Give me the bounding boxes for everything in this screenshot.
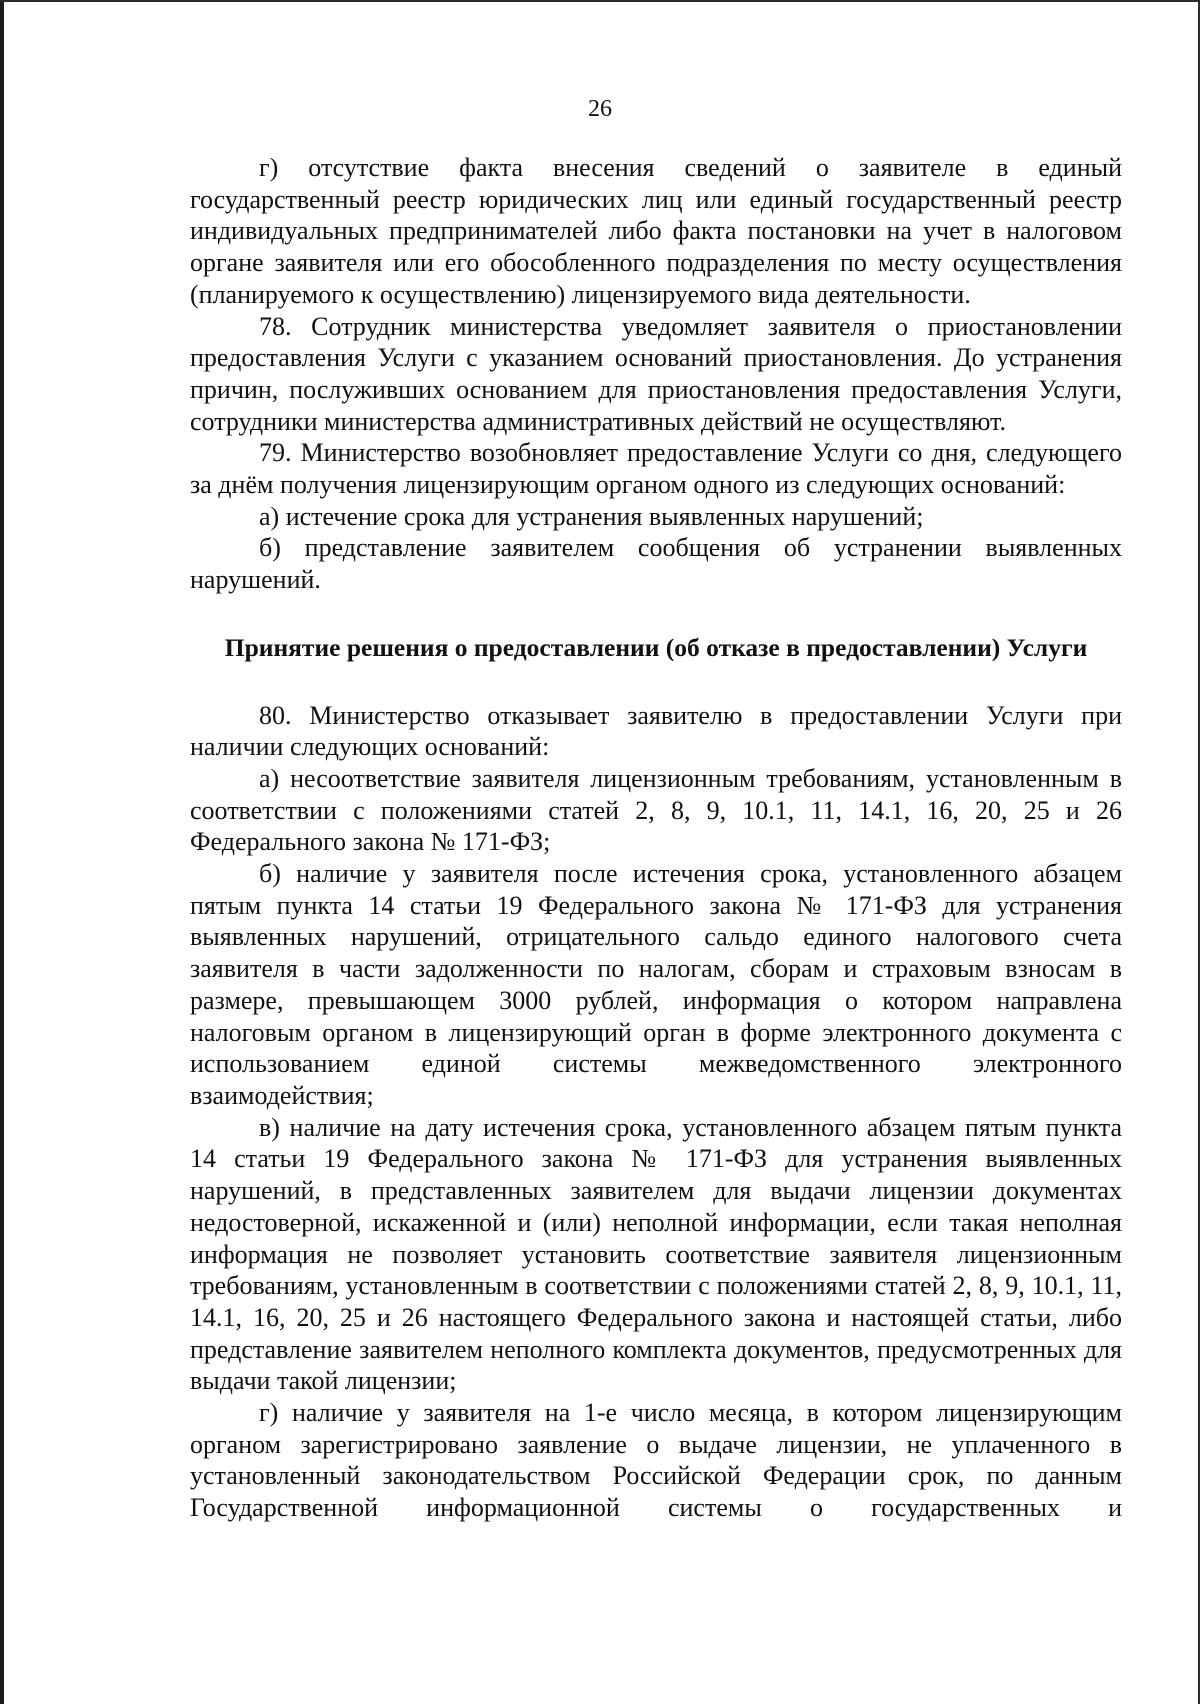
document-body: [190, 152, 1122, 1524]
paragraph-80b: б) наличие у заявителя после истечения срока, установленного абзацем пятым пункта 14 статьи 19 Федерального закона № 171-ФЗ для устранения выявленных нарушений, отрицательного сальдо единого налогового счета заявителя в части задолженности по налогам, сборам и страховым взносам в размере, превышающем 3000 рублей, информация о котором направлена налоговым органом в лицензирующий орган в форме электронного документа с использованием единой системы межведомственного электронного взаимодействия;: [190, 859, 1122, 1110]
paragraph-80a: а) несоответствие заявителя лицензионным требованиям, установленным в соответствии с положениями статей 2, 8, 9, 10.1, 11, 14.1, 16, 20, 25 и 26 Федерального закона № 171-ФЗ;: [190, 763, 1122, 857]
paragraph-79b: б) представление заявителем сообщения об устранении выявленных нарушений.: [190, 533, 1122, 595]
paragraph-80: 80. Министерство отказывает заявителю в предоставлении Услуги при наличии следующих оснований:: [190, 700, 1122, 762]
scan-border-top: [0, 0, 1200, 2]
paragraph-77g: г) отсутствие факта внесения сведений о заявителе в единый государственный реестр юридических лиц или единый государственный реестр индивидуальных предпринимателей либо факта постановки на учет в налоговом органе заявителя или его обособленного подразделения по месту осуществления (планируемого к осуществлению) лицензируемого вида деятельности.: [190, 153, 1122, 309]
scan-border-left: [0, 0, 4, 1704]
paragraph-79a: а) истечение срока для устранения выявленных нарушений;: [259, 501, 924, 531]
paragraph-79: 79. Министерство возобновляет предоставление Услуги со дня, следующего за днём получения лицензирующим органом одного из следующих оснований:: [190, 438, 1122, 500]
paragraph-80v: в) наличие на дату истечения срока, установленного абзацем пятым пункта 14 статьи 19 Федерального закона № 171-ФЗ для устранения выявленных нарушений, в представленных заявителем для выдачи лицензии документах недостоверной, искаженной и (или) неполной информации, если такая неполная информация не позволяет установить соответствие заявителя лицензионным требованиям, установленным в соответствии с положениями статей 2, 8, 9, 10.1, 11, 14.1, 16, 20, 25 и 26 настоящего Федерального закона и настоящей статьи, либо представление заявителем неполного комплекта документов, предусмотренных для выдачи такой лицензии;: [190, 1112, 1122, 1396]
paragraph-78: 78. Сотрудник министерства уведомляет заявителя о приостановлении предоставления Услуги с указанием оснований приостановления. До устранения причин, послуживших основанием для приостановления предоставления Услуги, сотрудники министерства административных действий не осуществляют.: [190, 311, 1122, 436]
section-heading: Принятие решения о предоставлении (об отказе в предоставлении) Услуги: [224, 632, 1088, 662]
paragraph-80g: г) наличие у заявителя на 1-е число месяца, в котором лицензирующим органом зарегистрировано заявление о выдаче лицензии, не уплаченного в установленный законодательством Российской Федерации срок, по данным Государственной информационной системы о государственных и: [190, 1398, 1122, 1523]
page-number: 26: [588, 96, 612, 122]
